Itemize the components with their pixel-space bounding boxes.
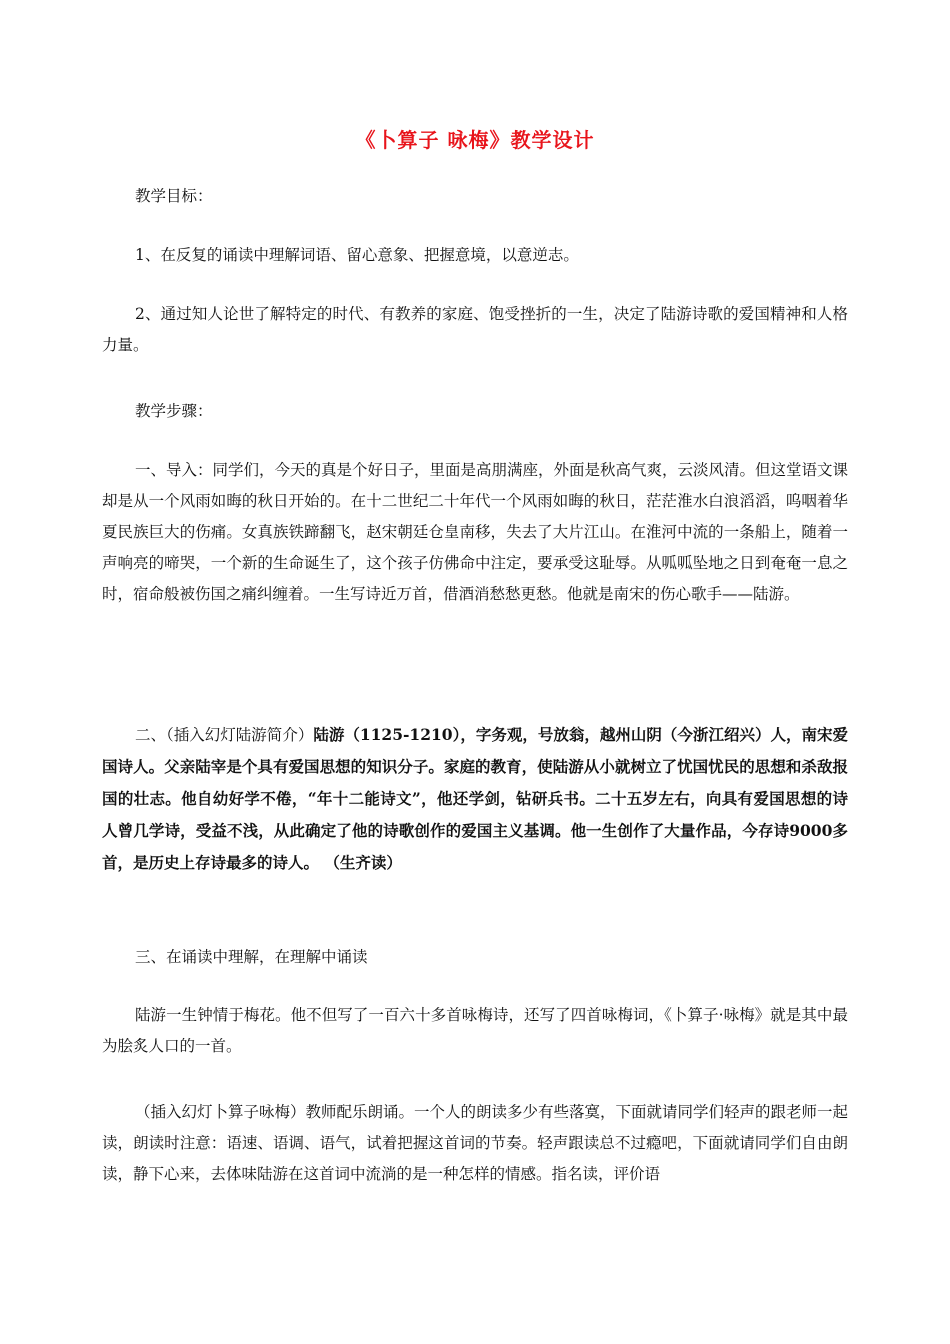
goal-item-1: 1、在反复的诵读中理解词语、留心意象、把握意境，以意逆志。 [135,246,579,264]
document-title: 《卜算子 咏梅》教学设计 [355,128,595,152]
goal-item-2: 2、通过知人论世了解特定的时代、有教养的家庭、饱受挫折的一生，决定了陆游诗歌的爱国精神和人格力量。 [102,305,848,354]
step-2-author-intro [102,719,848,879]
step-2-prefix: 二、（插入幻灯陆游简介） [135,726,314,744]
step-1-introduction: 一、导入：同学们，今天的真是个好日子，里面是高朋满座，外面是秋高气爽，云淡风清。但这堂语文课却是从一个风雨如晦的秋日开始的。在十二世纪二十年代一个风雨如晦的秋日，茫茫淮水白浪滔滔，呜咽着华夏民族巨大的伤痛。女真族铁蹄翻飞，赵宋朝廷仓皇南移，失去了大片江山。在淮河中流的一条船上，随着一声响亮的啼哭，一个新的生命诞生了，这个孩子仿佛命中注定，要承受这耻辱。从呱呱坠地之日到奄奄一息之时，宿命般被伤国之痛纠缠着。一生写诗近万首，借酒消愁愁更愁。他就是南宋的伤心歌手——陆游。 [102,461,849,603]
reading-instructions-paragraph: （插入幻灯卜算子咏梅）教师配乐朗诵。一个人的朗读多少有些落寞，下面就请同学们轻声的跟老师一起读，朗读时注意：语速、语调、语气，试着把握这首词的节奏。轻声跟读总不过瘾吧，下面就请同学们自由朗读，静下心来，去体味陆游在这首词中流淌的是一种怎样的情感。指名读，评价语 [102,1103,849,1183]
step-2-author-bio: 陆游（1125-1210），字务观，号放翁，越州山阴（今浙江绍兴）人，南宋爱国诗人。父亲陆宰是个具有爱国思想的知识分子。家庭的教育，使陆游从小就树立了忧国忧民的思想和杀敌报国的壮志。他自幼好学不倦，“年十二能诗文”，他还学剑，钻研兵书。二十五岁左右，向具有爱国思想的诗人曾几学诗，受益不浅，从此确定了他的诗歌创作的爱国主义基调。他一生创作了大量作品，今存诗9000多首，是历史上存诗最多的诗人。 （生齐读） [102,725,848,872]
goals-heading: 教学目标： [135,187,213,205]
step-3-heading: 三、在诵读中理解，在理解中诵读 [135,948,368,966]
plum-poems-paragraph: 陆游一生钟情于梅花。他不但写了一百六十多首咏梅诗，还写了四首咏梅词，《卜算子·咏梅》就是其中最为脍炙人口的一首。 [102,1006,848,1055]
steps-heading: 教学步骤： [135,402,213,420]
